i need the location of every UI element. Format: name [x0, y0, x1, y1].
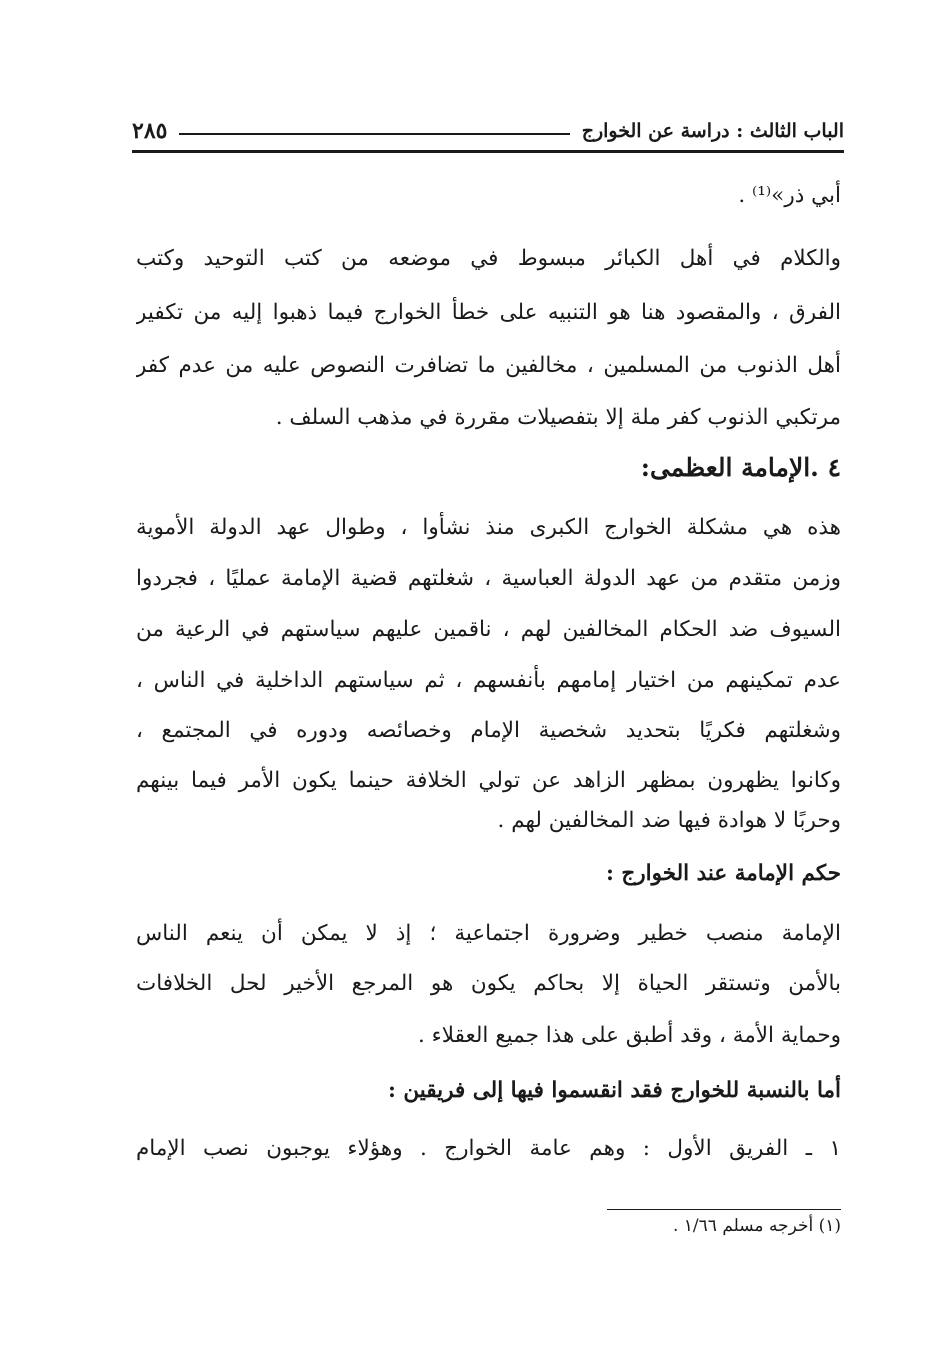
subheading: حكم الإمامة عند الخوارج : — [605, 861, 841, 886]
text-line: الفرق ، والمقصود هنا هو التنبيه على خطأ الخوارج فيما ذهبوا إليه من تكفير — [136, 300, 841, 325]
text-line: الإمامة منصب خطير وضرورة اجتماعية ؛ إذ لا يمكن أن ينعم الناس — [136, 921, 841, 946]
text-line: وكانوا يظهرون بمظهر الزاهد عن تولي الخلافة حينما يكون الأمر فيما بينهم — [136, 768, 841, 793]
running-title: الباب الثالث : دراسة عن الخوارج — [581, 120, 844, 142]
text-line: عدم تمكينهم من اختيار إمامهم بأنفسهم ، ثم سياستهم الداخلية في الناس ، — [136, 668, 841, 693]
text-line: أبي ذر»⁽¹⁾ . — [738, 183, 841, 208]
text-line: وحربًا لا هوادة فيها ضد المخالفين لهم . — [497, 808, 841, 833]
text-line: وزمن متقدم من عهد الدولة العباسية ، شغلتهم قضية الإمامة عمليًا ، فجردوا — [136, 566, 841, 591]
text-line: بالأمن وتستقر الحياة إلا بحاكم يكون هو المرجع الأخير لحل الخلافات — [136, 971, 841, 996]
text-line: مرتكبي الذنوب كفر ملة إلا بتفصيلات مقررة في مذهب السلف . — [275, 405, 841, 430]
text-line: وحماية الأمة ، وقد أطبق على هذا جميع العقلاء . — [418, 1023, 841, 1048]
text-line: أهل الذنوب من المسلمين ، مخالفين ما تضافرت النصوص عليه من عدم كفر — [136, 353, 841, 378]
footnote-rule — [607, 1209, 841, 1210]
subheading: أما بالنسبة للخوارج فقد انقسموا فيها إلى فريقين : — [387, 1078, 841, 1103]
text-line: وشغلتهم فكريًا بتحديد شخصية الإمام وخصائصه ودوره في المجتمع ، — [136, 718, 841, 743]
text-line: والكلام في أهل الكبائر مبسوط في موضعه من كتب التوحيد وكتب — [136, 246, 841, 271]
text-line: ١ ـ الفريق الأول : وهم عامة الخوارج . وهؤلاء يوجبون نصب الإمام — [136, 1136, 841, 1161]
footnote: (١) أخرجه مسلم ١/٦٦ . — [672, 1216, 841, 1236]
header-rule — [132, 150, 844, 153]
text-line: هذه هي مشكلة الخوارج الكبرى منذ نشأوا ، وطوال عهد الدولة الأموية — [136, 515, 841, 540]
text-line: السيوف ضد الحكام المخالفين لهم ، ناقمين عليهم سياستهم في الرعية من — [136, 617, 841, 642]
header-line — [179, 133, 569, 135]
page-header — [132, 108, 844, 148]
page-number: ٢٨٥ — [132, 118, 168, 144]
section-heading: ٤ .الإمامة العظمى: — [640, 453, 841, 482]
